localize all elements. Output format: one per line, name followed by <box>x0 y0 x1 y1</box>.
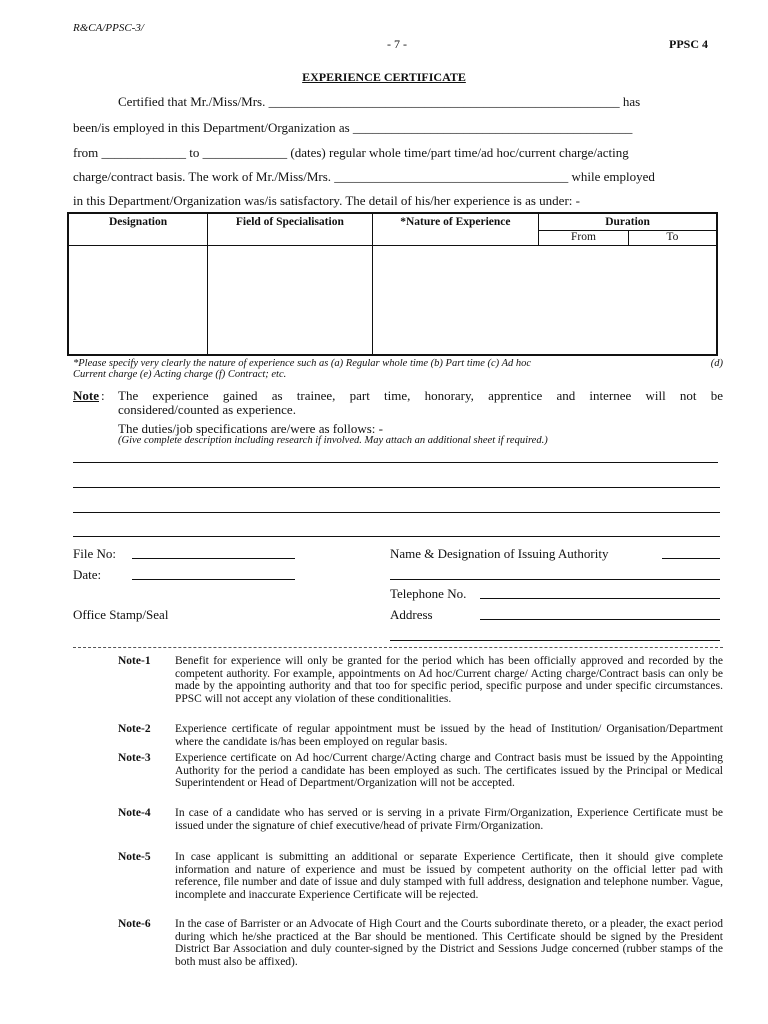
duties-line-2[interactable] <box>73 487 720 488</box>
experience-table <box>67 212 718 356</box>
note-2-label: Note-2 <box>118 723 151 735</box>
note-5-text: In case applicant is submitting an additional or separate Experience Certificate, then it should give complete information and nature of experience and must be issued by competent authority on the official letter pad with reference, file number and date of issue and duly stamped with full address, designation and telephone number. Vague, incomplete and inaccurate Experience Certificate will be rejected. <box>175 851 723 901</box>
cert-line-4: charge/contract basis. The work of Mr./Miss/Mrs. ____________________________________ while employed <box>73 169 655 184</box>
duties-line-3[interactable] <box>73 512 720 513</box>
note-1-text: Benefit for experience will only be granted for the period which has been officially approved and recorded by the competent authority. For example, appointments on Ad hoc/Current charge/ Acting charge/Contract basis can only be made by the appointing authority and that too for specific period, specific purpose and under specific circumstances. PPSC will not accept any violation of these conditionalities. <box>175 655 723 705</box>
note-4-label: Note-4 <box>118 807 151 819</box>
note-label: Note <box>73 388 99 403</box>
cert-line-3: from _____________ to _____________ (dates) regular whole time/part time/ad hoc/current charge/acting <box>73 145 629 160</box>
note-5-label: Note-5 <box>118 851 151 863</box>
note-3-text: Experience certificate on Ad hoc/Current charge/Acting charge and Contract basis must be issued by the Appointing Authority for the period a candidate has been employed as such. The certificates issued by the Principal or Medical Superintendent or Head of Department/Organization will not be accepted. <box>175 752 723 790</box>
date-field[interactable] <box>132 579 295 580</box>
note-3-label: Note-3 <box>118 752 151 764</box>
duties-line-1[interactable] <box>73 462 718 463</box>
issuing-authority-label: Name & Designation of Issuing Authority <box>390 546 609 561</box>
note-text-line-2: considered/counted as experience. <box>118 402 296 417</box>
address-label: Address <box>390 607 433 622</box>
form-code: PPSC 4 <box>669 37 708 51</box>
form-reference: R&CA/PPSC-3/ <box>73 22 144 34</box>
date-label: Date: <box>73 567 102 582</box>
issuing-authority-field[interactable] <box>662 558 720 559</box>
file-no-field[interactable] <box>132 558 295 559</box>
cell-nature-of-experience[interactable] <box>372 246 717 356</box>
file-no-label: File No: <box>73 546 116 561</box>
duties-hint: (Give complete description including research if involved. May attach an additional sheet if required.) <box>118 435 548 446</box>
col-duration: Duration <box>539 213 717 231</box>
note-2-text: Experience certificate of regular appointment must be issued by the head of Institution/ Organisation/Department where the candidate is/has been employed on regular basis. <box>175 723 723 748</box>
note-1-label: Note-1 <box>118 655 151 667</box>
table-footnote: *Please specify very clearly the nature of experience such as (a) Regular whole time (b) Part time (c) Ad hoc (d) Current charge (e) Acting charge (f) Contract; etc. <box>73 358 723 380</box>
cert-line-1: Certified that Mr./Miss/Mrs. ______________________________________________________ has <box>118 94 641 109</box>
cert-line-2: been/is employed in this Department/Organization as ___________________________________________ <box>73 120 633 135</box>
duties-line-4[interactable] <box>73 536 720 537</box>
telephone-label: Telephone No. <box>390 586 467 601</box>
office-stamp-label: Office Stamp/Seal <box>73 607 169 622</box>
col-from: From <box>539 231 629 246</box>
cell-field-of-specialisation[interactable] <box>208 246 373 356</box>
note-6-text: In the case of Barrister or an Advocate of High Court and the Courts subordinate thereto, or a pleader, the exact period during which he/she practiced at the Bar should be mentioned. This Certificate should be signed by the President District Bar Association and duly counter-signed by the District and Sessions Judge concerned (rubber stamps of the both must also be affixed). <box>175 918 723 968</box>
col-to: To <box>628 231 717 246</box>
telephone-field[interactable] <box>480 598 720 599</box>
page-title: EXPERIENCE CERTIFICATE <box>302 70 466 84</box>
col-designation: Designation <box>68 213 208 246</box>
note-4-text: In case of a candidate who has served or is serving in a private Firm/Organization, Experience Certificate must be issued under the signature of chief executive/head of private Firm/Organization. <box>175 807 723 832</box>
cell-designation[interactable] <box>68 246 208 356</box>
note-6-label: Note-6 <box>118 918 151 930</box>
col-field-of-specialisation: Field of Specialisation <box>208 213 373 246</box>
note-colon: : <box>101 388 105 403</box>
cert-line-5: in this Department/Organization was/is satisfactory. The detail of his/her experience is as under: - <box>73 193 580 208</box>
separator <box>73 647 723 648</box>
address-field-2[interactable] <box>390 640 720 641</box>
page-number: - 7 - <box>387 37 407 51</box>
address-field[interactable] <box>480 619 720 620</box>
col-nature-of-experience: *Nature of Experience <box>372 213 538 246</box>
issuing-authority-field-2[interactable] <box>390 579 720 580</box>
note-text-line-1: The experience gained as trainee, part time, honorary, apprentice and internee will not be <box>118 388 723 403</box>
duties-heading: The duties/job specifications are/were as follows: - <box>118 421 383 436</box>
